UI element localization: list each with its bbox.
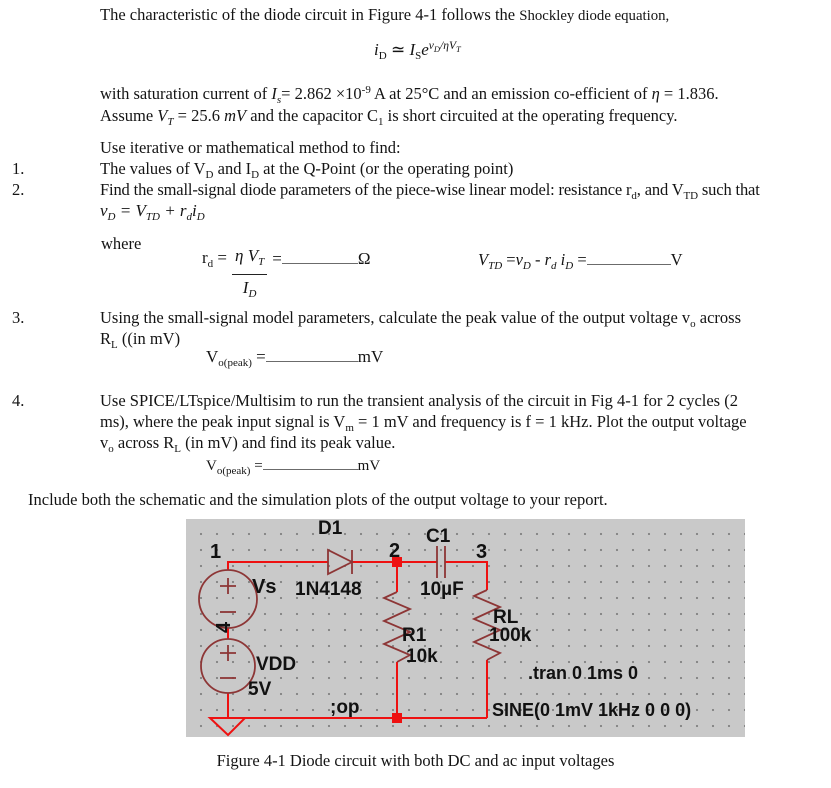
- rl-value-label: 100k: [489, 625, 532, 646]
- assume-line: Assume $V_T = 25.6$ mV and the capacitor $C_1$ is short circuited at the operating frequency.: [100, 106, 678, 128]
- rd-formula-blank: = Ω: [272, 249, 371, 268]
- node2-label: 2: [389, 540, 401, 562]
- sine-directive-label: SINE(0 1mV 1kHz 0 0 0): [492, 700, 692, 720]
- c1-label: C1: [426, 526, 451, 547]
- d1-label: D1: [318, 519, 343, 539]
- item1-text: The values of $V_D$ and $I_D$ at the Q-Point (or the operating point): [100, 159, 514, 181]
- ground-symbol: [210, 718, 245, 735]
- intro-paragraph: The characteristic of the diode circuit in Figure 4-1 follows the Shockley diode equation,: [100, 5, 670, 24]
- node1-label: 1: [210, 541, 222, 563]
- c1-value-label: 10µF: [420, 579, 464, 600]
- vdd-plus-icon: [220, 645, 236, 661]
- node4-label: 4: [213, 621, 235, 633]
- tran-directive-label: .tran 0 1ms 0: [528, 663, 639, 683]
- item2-number: 2.: [12, 180, 25, 199]
- figure-caption: Figure 4-1 Diode circuit with both DC and ac input voltages: [216, 751, 615, 770]
- item3-number: 3.: [12, 308, 25, 327]
- node3-label: 3: [476, 541, 488, 563]
- wire-node1: [228, 562, 328, 570]
- vdd-label: VDD: [256, 654, 297, 675]
- rd-fraction-numerator: η $V_T$: [232, 247, 267, 275]
- item4-text-line2: ms), where the peak input signal is $V_m = 1$ mV and frequency is f = 1 kHz. Plot the output voltage: [100, 412, 747, 434]
- item3-text-line1: Using the small-signal model parameters, calculate the peak value of the output voltage $v_o$ across: [100, 308, 742, 330]
- op-directive-label: ;op: [330, 697, 360, 718]
- r1-value-label: 10k: [406, 646, 438, 667]
- capacitor-symbol: [437, 546, 445, 578]
- item3-text-line2: $R_L$ ((in mV): [100, 329, 181, 351]
- circuit-schematic: [186, 519, 745, 737]
- saturation-line: with saturation current of $I_s= 2.862 \times 10^{-9}$ A at 25°C and an emission co-efficient of η = 1.836.: [100, 84, 719, 106]
- where-label: where: [101, 234, 142, 253]
- rl-label: RL: [493, 607, 519, 628]
- item2-text: Find the small-signal diode parameters of the piece-wise linear model: resistance $r_d$, and $V_{TD}$ such that: [100, 180, 760, 202]
- item4-text-line1: Use SPICE/LTspice/Multisim to run the transient analysis of the circuit in Fig 4-1 for 2 cycles (2: [100, 391, 738, 410]
- vdd-value-label: 5V: [248, 679, 272, 700]
- item4-text-line3: $v_o$ across $R_L$ (in mV) and find its peak value.: [100, 433, 396, 455]
- shockley-equation: $i_D$ ≃ $I_Se^vD^{/\eta V}T$: [374, 40, 461, 62]
- ground-junction: [392, 713, 402, 723]
- r1-label: R1: [402, 625, 427, 646]
- rd-fraction-denominator: $I_D$: [242, 278, 257, 300]
- item4-number: 4.: [12, 391, 25, 410]
- d1-model-label: 1N4148: [295, 579, 362, 600]
- diode-symbol: [328, 550, 352, 574]
- include-line: Include both the schematic and the simulation plots of the output voltage to your report.: [28, 490, 608, 509]
- item1-number: 1.: [12, 159, 25, 178]
- vtd-formula: $V_{TD} =v_D - r_d$ $i_D = V$: [478, 250, 683, 272]
- method-line: Use iterative or mathematical method to find:: [100, 138, 401, 157]
- rd-fraction: [232, 247, 267, 303]
- rd-formula-left: $r_d$ =: [202, 248, 228, 270]
- piecewise-equation: $v_D = V_{TD} + r_di_D$: [100, 201, 205, 223]
- rd-formula: [202, 247, 370, 303]
- vopeak-blank-item3: $V_{o(peak)}$ = mV: [206, 347, 384, 369]
- vopeak-blank-item4: $V_{o(peak)}$ = mV: [206, 453, 380, 482]
- vs-plus-icon: [220, 578, 236, 594]
- vs-label: Vs: [252, 576, 277, 598]
